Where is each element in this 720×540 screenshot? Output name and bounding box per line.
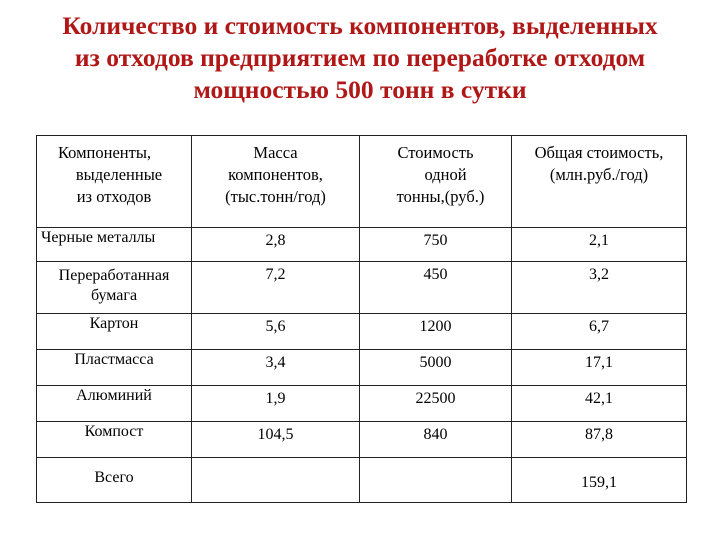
price-value: 1200 <box>360 314 512 350</box>
table-row <box>37 350 687 386</box>
header-text: Компоненты, <box>58 143 152 162</box>
price-value: 22500 <box>360 386 512 422</box>
header-text: Общая стоимость, <box>534 143 664 162</box>
header-text: компонентов, <box>228 165 323 184</box>
header-mass <box>192 136 360 228</box>
header-text: Стоимость <box>397 143 474 162</box>
mass-value <box>192 458 360 503</box>
price-value <box>360 458 512 503</box>
header-text: (тыс.тонн/год) <box>225 187 326 206</box>
total-value: 6,7 <box>512 314 687 350</box>
total-value: 42,1 <box>512 386 687 422</box>
component-name <box>37 422 192 458</box>
slide-title <box>0 10 720 106</box>
component-name-text: Переработанная <box>58 267 170 284</box>
header-text: одной <box>424 165 467 184</box>
component-name <box>37 262 192 314</box>
component-name <box>37 314 192 350</box>
table-row <box>37 262 687 314</box>
component-name-text: Алюминий <box>76 387 152 404</box>
total-value: 17,1 <box>512 350 687 386</box>
total-value: 3,2 <box>512 262 687 314</box>
table-row <box>37 314 687 350</box>
component-name-text: Картон <box>89 315 139 332</box>
mass-value: 1,9 <box>192 386 360 422</box>
mass-value: 7,2 <box>192 262 360 314</box>
component-name-text: Компост <box>84 423 144 440</box>
component-name-text: Всего <box>94 469 134 486</box>
price-value: 5000 <box>360 350 512 386</box>
header-text: выделенные <box>75 165 163 184</box>
total-value: 2,1 <box>512 228 687 262</box>
price-value: 450 <box>360 262 512 314</box>
mass-value: 2,8 <box>192 228 360 262</box>
component-name-text: Пластмасса <box>74 351 154 368</box>
component-name <box>37 458 192 503</box>
components-table <box>36 135 687 503</box>
mass-value: 3,4 <box>192 350 360 386</box>
table-row <box>37 228 687 262</box>
table-row <box>37 422 687 458</box>
header-text: из отходов <box>76 187 152 206</box>
header-total <box>512 136 687 228</box>
header-text: Масса <box>253 143 298 162</box>
header-components <box>37 136 192 228</box>
title-line-3: мощностью 500 тонн в сутки <box>193 75 527 104</box>
component-name-text: бумага <box>90 287 138 304</box>
mass-value: 104,5 <box>192 422 360 458</box>
total-value: 159,1 <box>512 458 687 503</box>
header-text: тонны,(руб.) <box>396 187 485 206</box>
table-row <box>37 386 687 422</box>
header-text: (млн.руб./год) <box>549 165 649 184</box>
table-row-total <box>37 458 687 503</box>
title-line-1: Количество и стоимость компонентов, выделенных <box>62 11 658 40</box>
total-value: 87,8 <box>512 422 687 458</box>
title-line-2: из отходов предприятием по переработке отходом <box>74 43 646 72</box>
component-name <box>37 228 192 262</box>
mass-value: 5,6 <box>192 314 360 350</box>
price-value: 840 <box>360 422 512 458</box>
component-name <box>37 350 192 386</box>
table-header-row <box>37 136 687 228</box>
component-name-text: Черные металлы <box>41 229 156 246</box>
price-value: 750 <box>360 228 512 262</box>
header-price <box>360 136 512 228</box>
component-name <box>37 386 192 422</box>
